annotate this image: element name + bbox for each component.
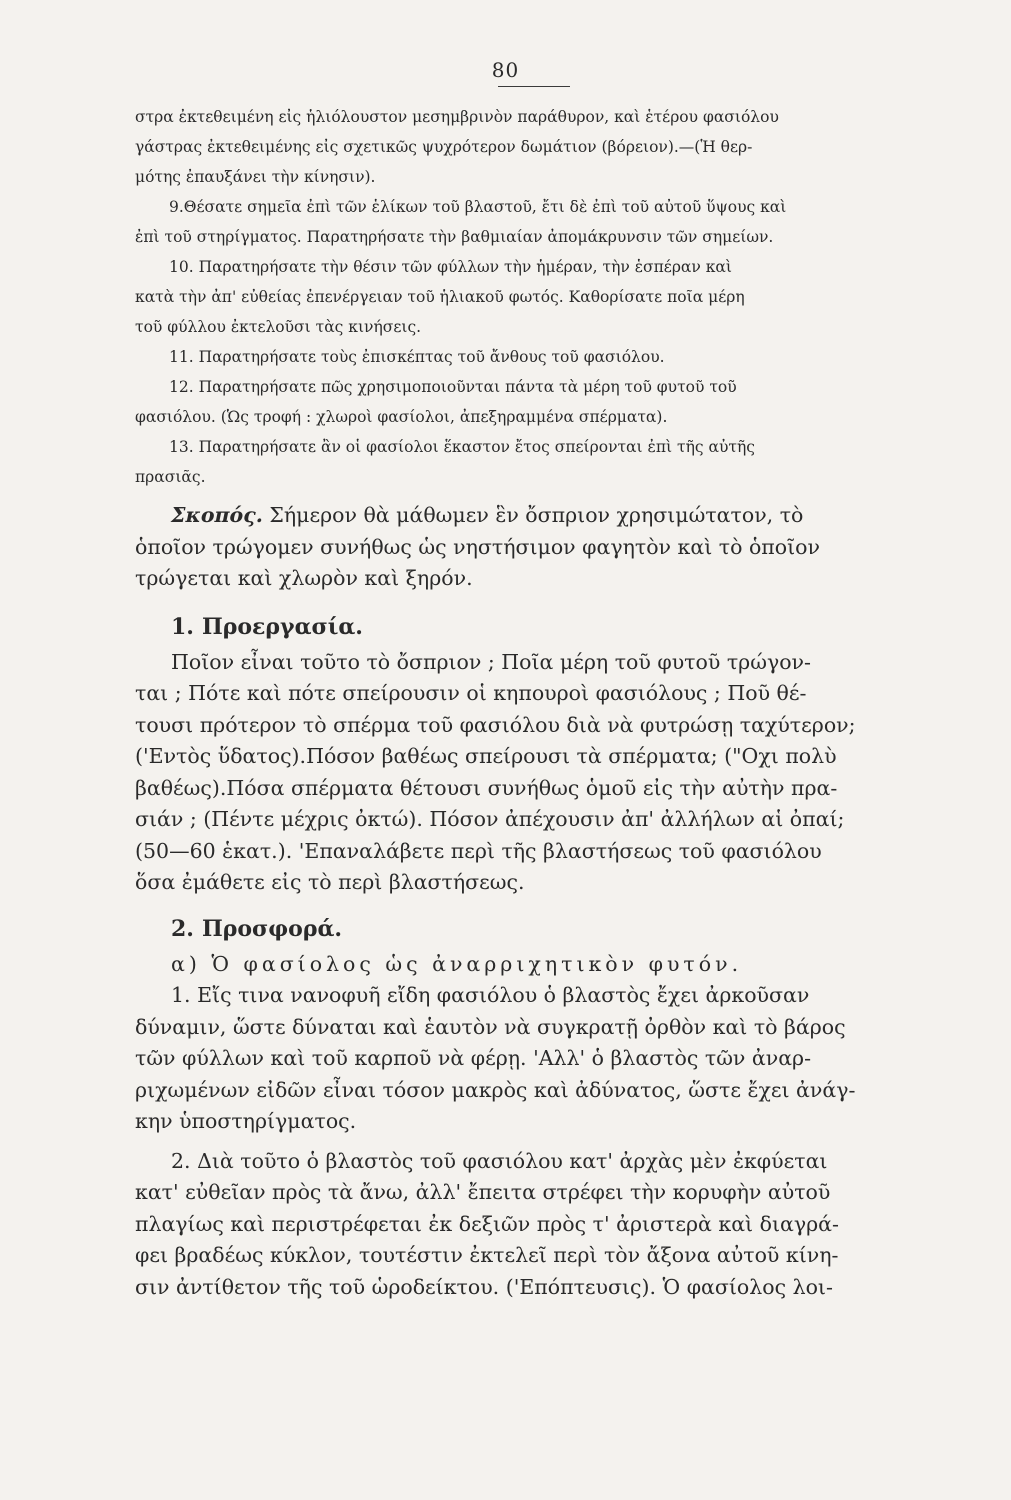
text-line: βαθέως).Πόσα σπέρματα θέτουσι συνήθως ὁμοῦ εἰς τὴν αὐτὴν πρα- — [135, 775, 838, 800]
main-text-block — [135, 500, 905, 1303]
section-number: 2. — [171, 915, 194, 942]
text-line: κατὰ τὴν ἀπ' εὐθείας ἐπενέργειαν τοῦ ἡλιακοῦ φωτός. Καθορίσατε ποῖα μέρη — [135, 288, 745, 306]
text-line: ('Εντὸς ὕδατος).Πόσον βαθέως σπείρουσι τὰ σπέρματα; ("Οχι πολὺ — [135, 744, 837, 768]
section-title: Προσφορά. — [201, 915, 343, 942]
text-line: Σήμερον θὰ μάθωμεν ἓν ὄσπριον χρησιμώτατον, τὸ — [269, 503, 804, 527]
text-line: τῶν φύλλων καὶ τοῦ καρποῦ νὰ φέρῃ. 'Αλλ' ὁ βλαστὸς τῶν ἀναρ- — [135, 1046, 812, 1070]
text-line: μότης ἐπαυξάνει τὴν κίνησιν). — [135, 168, 376, 186]
text-line: 1. Εἴς τινα νανοφυῆ εἴδη φασιόλου ὁ βλαστὸς ἔχει ἀρκοῦσαν — [171, 983, 810, 1007]
text-line: ριχωμένων εἰδῶν εἶναι τόσον μακρὸς καὶ ἀδύνατος, ὥστε ἔχει ἀνάγ- — [135, 1077, 856, 1102]
section-number: 1. — [171, 613, 194, 640]
text-line: σιάν ; (Πέντε μέχρις ὀκτώ). Πόσον ἀπέχουσιν ἀπ' ἀλλήλων αἱ ὀπαί; — [135, 807, 845, 831]
text-line: 2. Διὰ τοῦτο ὁ βλαστὸς τοῦ φασιόλου κατ' ἀρχὰς μὲν ἐκφύεται — [171, 1148, 828, 1173]
text-line: Ποῖον εἶναι τοῦτο τὸ ὄσπριον ; Ποῖα μέρη τοῦ φυτοῦ τρώγον- — [171, 649, 811, 674]
text-line: τοῦ φύλλου ἐκτελοῦσι τὰς κινήσεις. — [135, 318, 422, 336]
text-line: ται ; Πότε καὶ πότε σπείρουσιν οἱ κηπουροὶ φασιόλους ; Ποῦ θέ- — [135, 681, 807, 705]
text-line: τρώγεται καὶ χλωρὸν καὶ ξηρόν. — [135, 566, 473, 590]
text-line: σιν ἀντίθετον τῆς τοῦ ὡροδείκτου. ('Επόπτευσις). Ὁ φασίολος λοι- — [135, 1274, 833, 1299]
text-line: ὅσα ἐμάθετε εἰς τὸ περὶ βλαστήσεως. — [135, 870, 525, 894]
text-line: φασιόλου. (Ὡς τροφή : χλωροὶ φασίολοι, ἀπεξηραμμένα σπέρματα). — [135, 408, 668, 426]
text-line: (50—60 ἑκατ.). 'Επαναλάβετε περὶ τῆς βλαστήσεως τοῦ φασιόλου — [135, 838, 822, 863]
text-line: 11. Παρατηρήσατε τοὺς ἐπισκέπτας τοῦ ἄνθους τοῦ φασιόλου. — [169, 348, 665, 366]
text-line: κην ὑποστηρίγματος. — [135, 1109, 357, 1133]
skopos-paragraph — [135, 500, 905, 532]
skopos-label: Σκοπός. — [171, 503, 263, 527]
text-line: 13. Παρατηρήσατε ἂν οἱ φασίολοι ἕκαστον ἔτος σπείρονται ἐπὶ τῆς αὐτῆς — [169, 438, 755, 456]
text-line: φει βραδέως κύκλον, τουτέστιν ἐκτελεῖ περὶ τὸν ἄξονα αὐτοῦ κίνη- — [135, 1243, 839, 1267]
text-line: 9.Θέσατε σημεῖα ἐπὶ τῶν ἑλίκων τοῦ βλαστοῦ, ἔτι δὲ ἐπὶ τοῦ αὐτοῦ ὕψους καὶ — [169, 198, 787, 216]
text-line: 10. Παρατηρήσατε τὴν θέσιν τῶν φύλλων τὴν ἡμέραν, τὴν ἑσπέραν καὶ — [169, 258, 732, 276]
text-line: στρα ἐκτεθειμένη εἰς ἡλιόλουστον μεσημβρινὸν παράθυρον, καὶ ἑτέρου φασιόλου — [135, 108, 779, 126]
small-print-block — [135, 102, 905, 492]
section-heading-proergasia — [135, 607, 905, 647]
text-line: 12. Παρατηρήσατε πῶς χρησιμοποιοῦνται πάντα τὰ μέρη τοῦ φυτοῦ τοῦ — [169, 378, 737, 396]
section-title: Προεργασία. — [201, 613, 363, 640]
text-line: δύναμιν, ὥστε δύναται καὶ ἑαυτὸν νὰ συγκρατῇ ὀρθὸν καὶ τὸ βάρος — [135, 1014, 846, 1039]
text-line: κατ' εὐθεῖαν πρὸς τὰ ἄνω, ἀλλ' ἔπειτα στρέφει τὴν κορυφὴν αὐτοῦ — [135, 1180, 831, 1204]
page-number: 80 — [491, 58, 520, 82]
section-heading-prosfora — [135, 909, 905, 949]
text-line: τουσι πρότερον τὸ σπέρμα τοῦ φασιόλου διὰ νὰ φυτρώσῃ ταχύτερον; — [135, 712, 856, 737]
text-line: γάστρας ἐκτεθειμένης εἰς σχετικῶς ψυχρότερον δωμάτιον (βόρειον).—(Ἡ θερ- — [135, 138, 753, 156]
page-number-rule — [498, 86, 570, 87]
text-line: ὁποῖον τρώγομεν συνήθως ὡς νηστήσιμον φαγητὸν καὶ τὸ ὁποῖον — [135, 534, 820, 559]
text-line: πλαγίως καὶ περιστρέφεται ἐκ δεξιῶν πρὸς τ' ἀριστερὰ καὶ διαγρά- — [135, 1211, 839, 1236]
text-line: πρασιᾶς. — [135, 468, 206, 486]
text-line: ἐπὶ τοῦ στηρίγματος. Παρατηρήσατε τὴν βαθμιαίαν ἀπομάκρυνσιν τῶν σημείων. — [135, 228, 774, 246]
subheading: α) Ὁ φασίολος ὡς ἀναρριχητικὸν φυτόν. — [171, 951, 743, 976]
